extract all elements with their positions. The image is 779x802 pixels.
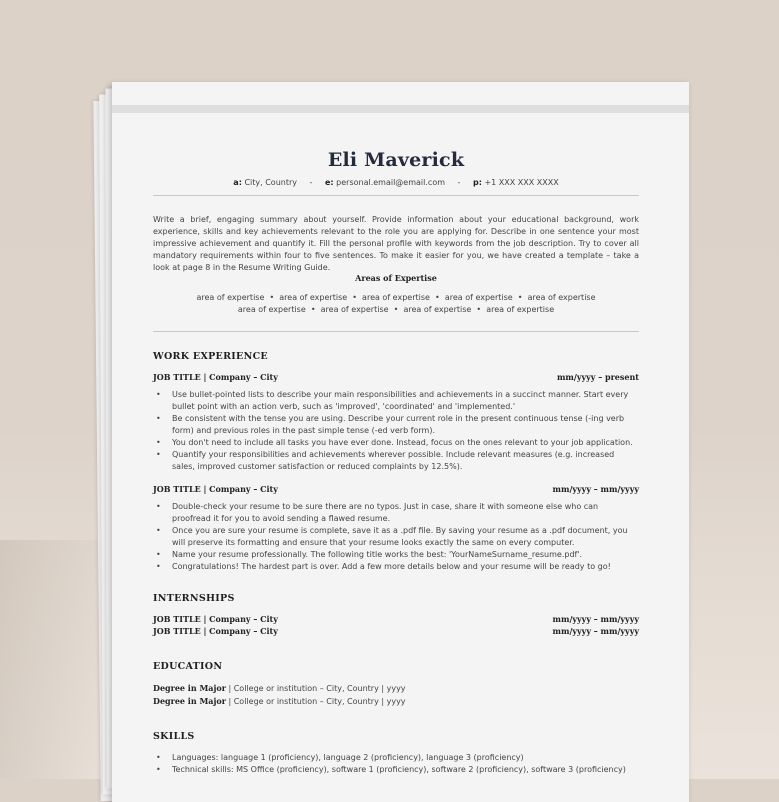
- expertise-line-1: area of expertise • area of expertise • area of expertise • area of expertise • area of expertise: [196, 293, 596, 302]
- expertise-line-2: area of expertise • area of expertise • area of expertise • area of expertise: [237, 305, 555, 314]
- expertise-title: Areas of Expertise: [355, 273, 437, 283]
- education-detail: | College or institution – City, Country | yyyy: [225, 697, 406, 706]
- job-row: [153, 483, 639, 495]
- bullet-item: • Once you are sure your resume is complete, save it as a .pdf file. By saving your resume as a .pdf document, you will preserve its formatting and ensure that your resume looks exactly the same on every computer.: [153, 525, 639, 549]
- job-title: JOB TITLE | Company – City: [153, 484, 278, 494]
- divider: [153, 331, 639, 332]
- internship-row: [153, 625, 639, 637]
- job-bullets: [153, 501, 639, 573]
- bullet-item: • Be consistent with the tense you are using. Describe your current role in the present continuous tense (-ing verb form) and previous roles in the past simple tense (-ed verb form).: [153, 413, 639, 437]
- bullet-item: • Congratulations! The hardest part is over. Add a few more details below and your resume will be ready to go!: [153, 561, 639, 573]
- page-top-bar: [112, 105, 689, 113]
- work-experience-heading: WORK EXPERIENCE: [153, 351, 268, 362]
- skills-heading: SKILLS: [153, 731, 195, 742]
- internship-title: JOB TITLE | Company – City: [153, 626, 278, 636]
- skill-item: • Languages: language 1 (proficiency), language 2 (proficiency), language 3 (proficiency): [153, 752, 639, 764]
- bullet-item: • Quantify your responsibilities and achievements wherever possible. Include relevant measures (e.g. increased sales, improved customer satisfaction or reduced complaints by 12.5%).: [153, 449, 639, 473]
- bullet-item: • You don't need to include all tasks you have ever done. Instead, focus on the ones relevant to your job application.: [153, 437, 639, 449]
- bullet-item: • Name your resume professionally. The following title works the best: 'YourNameSurname_resume.pdf'.: [153, 549, 639, 561]
- phone-value: +1 XXX XXX XXXX: [484, 178, 559, 187]
- internship-title: JOB TITLE | Company – City: [153, 614, 278, 624]
- contact-separator: -: [309, 178, 313, 187]
- contact-line: [153, 177, 639, 189]
- education-heading: EDUCATION: [153, 661, 223, 672]
- job-dates: mm/yyyy – mm/yyyy: [552, 484, 639, 494]
- degree: Degree in Major: [153, 683, 226, 693]
- phone-label: p:: [472, 178, 482, 187]
- internship-row: [153, 613, 639, 625]
- email-label: e:: [324, 178, 334, 187]
- internship-dates: mm/yyyy – mm/yyyy: [552, 614, 639, 624]
- degree: Degree in Major: [153, 696, 226, 706]
- resume-page: [112, 82, 689, 802]
- email-value: personal.email@email.com: [336, 178, 445, 187]
- skill-item: • Technical skills: MS Office (proficiency), software 1 (proficiency), software 2 (proficiency), software 3 (proficiency): [153, 764, 639, 776]
- contact-separator: -: [457, 178, 461, 187]
- bullet-item: • Use bullet-pointed lists to describe your main responsibilities and achievements in a succinct manner. Start every bullet point with an action verb, such as 'improved', 'coordinated' and 'implemented.': [153, 389, 639, 413]
- bullet-item: • Double-check your resume to be sure there are no typos. Just in case, share it with someone else who can proofread it for you to avoid sending a flawed resume.: [153, 501, 639, 525]
- address-label: a:: [233, 178, 242, 187]
- address-value: City, Country: [244, 178, 297, 187]
- internship-dates: mm/yyyy – mm/yyyy: [552, 626, 639, 636]
- education-detail: | College or institution – City, Country | yyyy: [225, 684, 406, 693]
- job-title: JOB TITLE | Company – City: [153, 372, 278, 382]
- summary-paragraph: Write a brief, engaging summary about yourself. Provide information about your educational background, work experience, skills and key achievements relevant to the role you are applying for. Describe in one sentence your most impressive achievement and quantify it. Fill the personal profile with keywords from the job description. Try to cover all mandatory requirements within four to five sentences. To make it easier for you, we have created a template – take a look at page 8 in the Resume Writing Guide.: [153, 215, 639, 272]
- skills-list: [153, 752, 639, 776]
- resume-name: Eli Maverick: [327, 149, 465, 171]
- job-bullets: [153, 389, 639, 473]
- divider: [153, 195, 639, 196]
- internships-heading: INTERNSHIPS: [153, 593, 235, 604]
- job-dates: mm/yyyy – present: [556, 372, 639, 382]
- education-row: [153, 682, 406, 695]
- education-row: [153, 695, 406, 708]
- job-row: [153, 371, 639, 383]
